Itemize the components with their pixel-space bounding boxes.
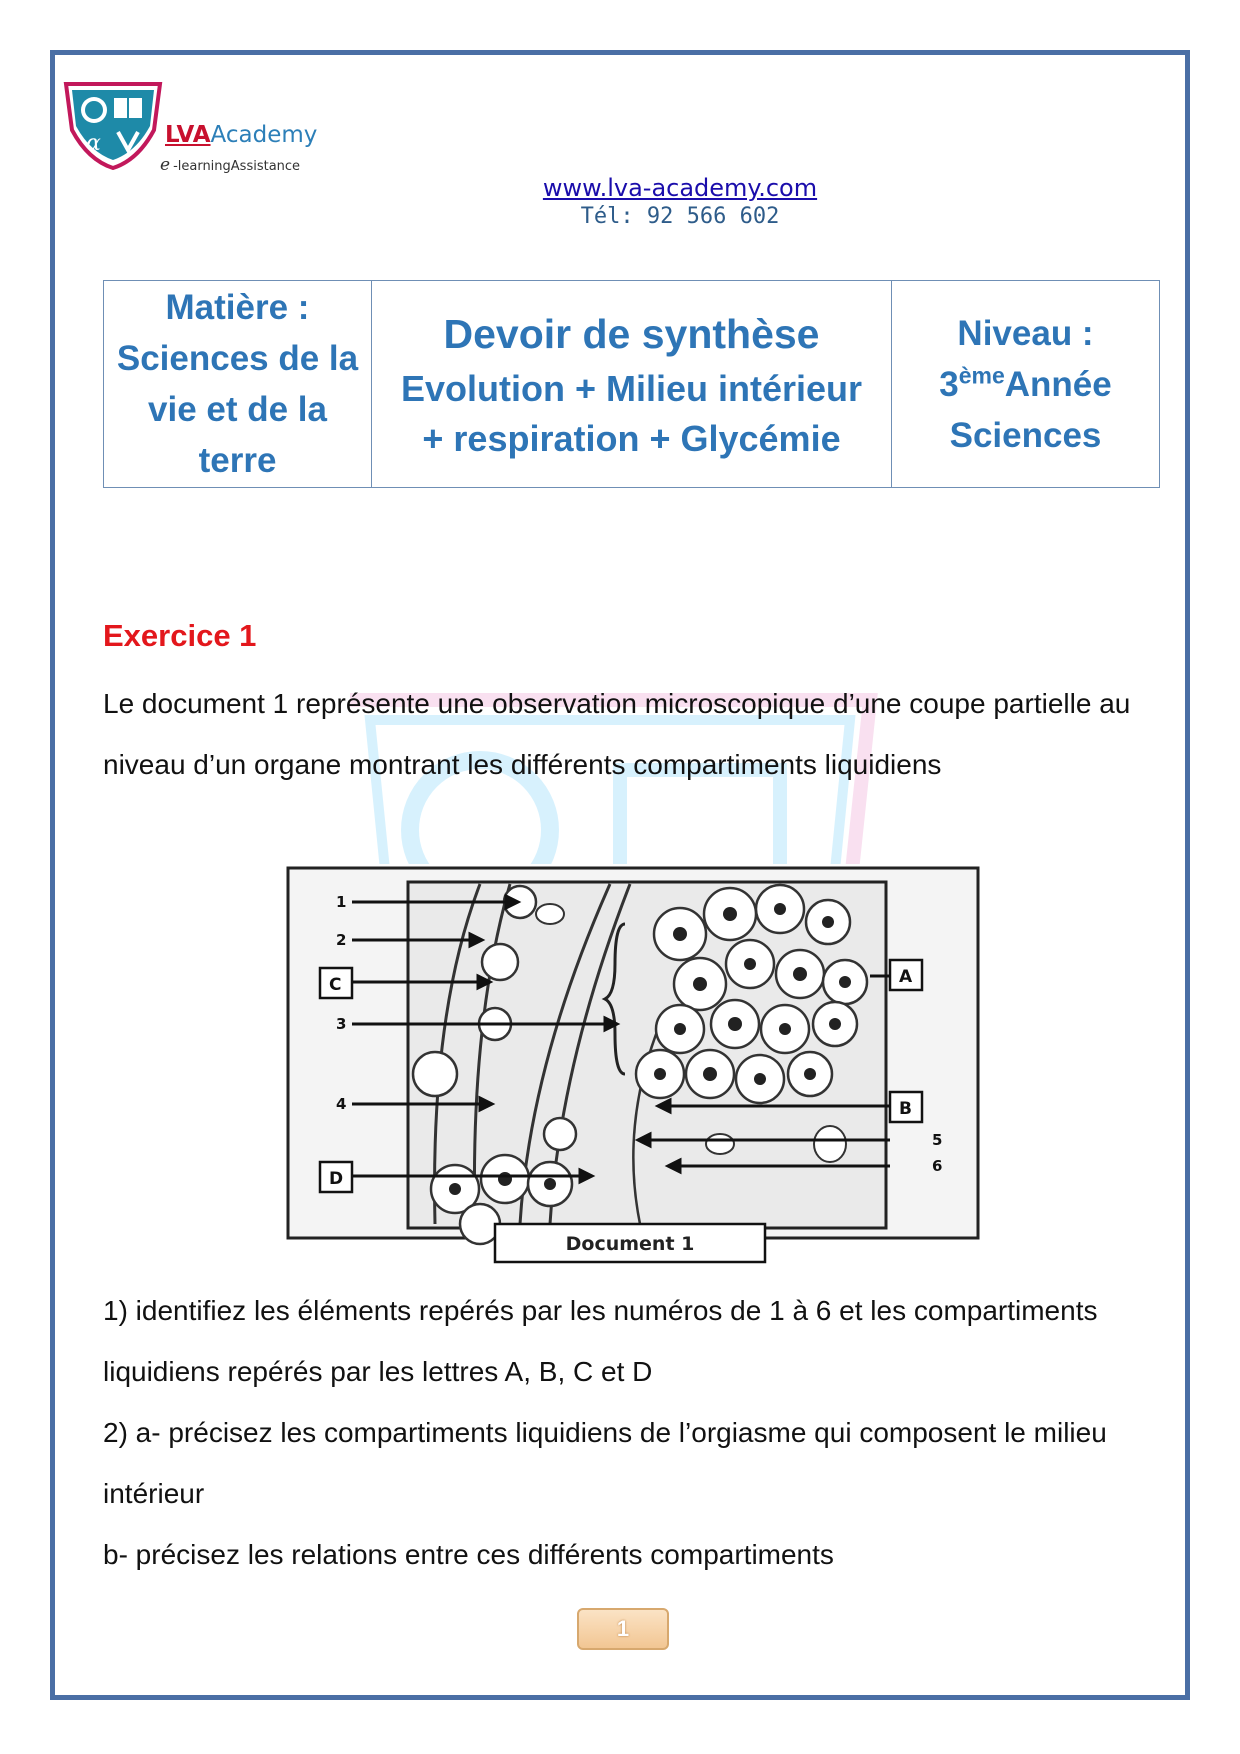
level-section: Sciences	[949, 415, 1102, 455]
brand-name: LVAAcademy	[165, 122, 318, 148]
question-2a: 2) a- précisez les compartiments liquidiens de l’orgiasme qui composent le milieu intérieur	[103, 1417, 1107, 1509]
level-cell	[892, 281, 1160, 488]
subject-value: Sciences de la vie et de la terre	[116, 339, 359, 480]
subject-cell	[104, 281, 372, 488]
phone-number: Tél: 92 566 602	[580, 204, 780, 229]
figure-label-6: 6	[932, 1157, 943, 1175]
exercise-intro: Le document 1 représente une observation microscopique d’une coupe partielle au niveau d’un organe montrant les différents compartiments liquidiens	[103, 688, 1131, 780]
question-2b: b- précisez les relations entre ces différents compartiments	[103, 1539, 834, 1570]
figure-letter-a: A	[899, 967, 913, 987]
website-link[interactable]: www.lva-academy.com	[542, 174, 818, 202]
lva-academy-logo	[58, 80, 168, 170]
figure-letter-c: C	[329, 975, 342, 995]
figure-label-5: 5	[932, 1131, 943, 1149]
exam-title: Devoir de synthèse	[443, 311, 820, 357]
svg-text:α: α	[86, 131, 101, 156]
document-1-figure	[280, 864, 988, 1264]
level-label: Niveau :	[957, 313, 1094, 353]
title-table	[103, 280, 1160, 488]
figure-label-3: 3	[336, 1015, 347, 1033]
figure-label-4: 4	[336, 1095, 347, 1113]
level-year: 3èmeAnnée	[939, 361, 1112, 404]
figure-letter-d: D	[329, 1169, 344, 1189]
page-number: 1	[577, 1608, 669, 1650]
question-1: 1) identifiez les éléments repérés par les numéros de 1 à 6 et les compartiments liquidiens repérés par les lettres A, B, C et D	[103, 1295, 1098, 1387]
figure-caption: Document 1	[565, 1233, 695, 1255]
topics-line-2: + respiration + Glycémie	[422, 418, 841, 459]
subject-label: Matière :	[165, 288, 310, 327]
exercise-title: Exercice 1	[103, 618, 257, 653]
figure-letter-b: B	[899, 1099, 912, 1119]
topics-line-1: Evolution + Milieu intérieur	[400, 368, 863, 409]
figure-label-1: 1	[336, 893, 347, 911]
topic-cell	[372, 281, 892, 488]
figure-label-2: 2	[336, 931, 347, 949]
brand-tagline: e -learningAssistance	[160, 155, 301, 175]
